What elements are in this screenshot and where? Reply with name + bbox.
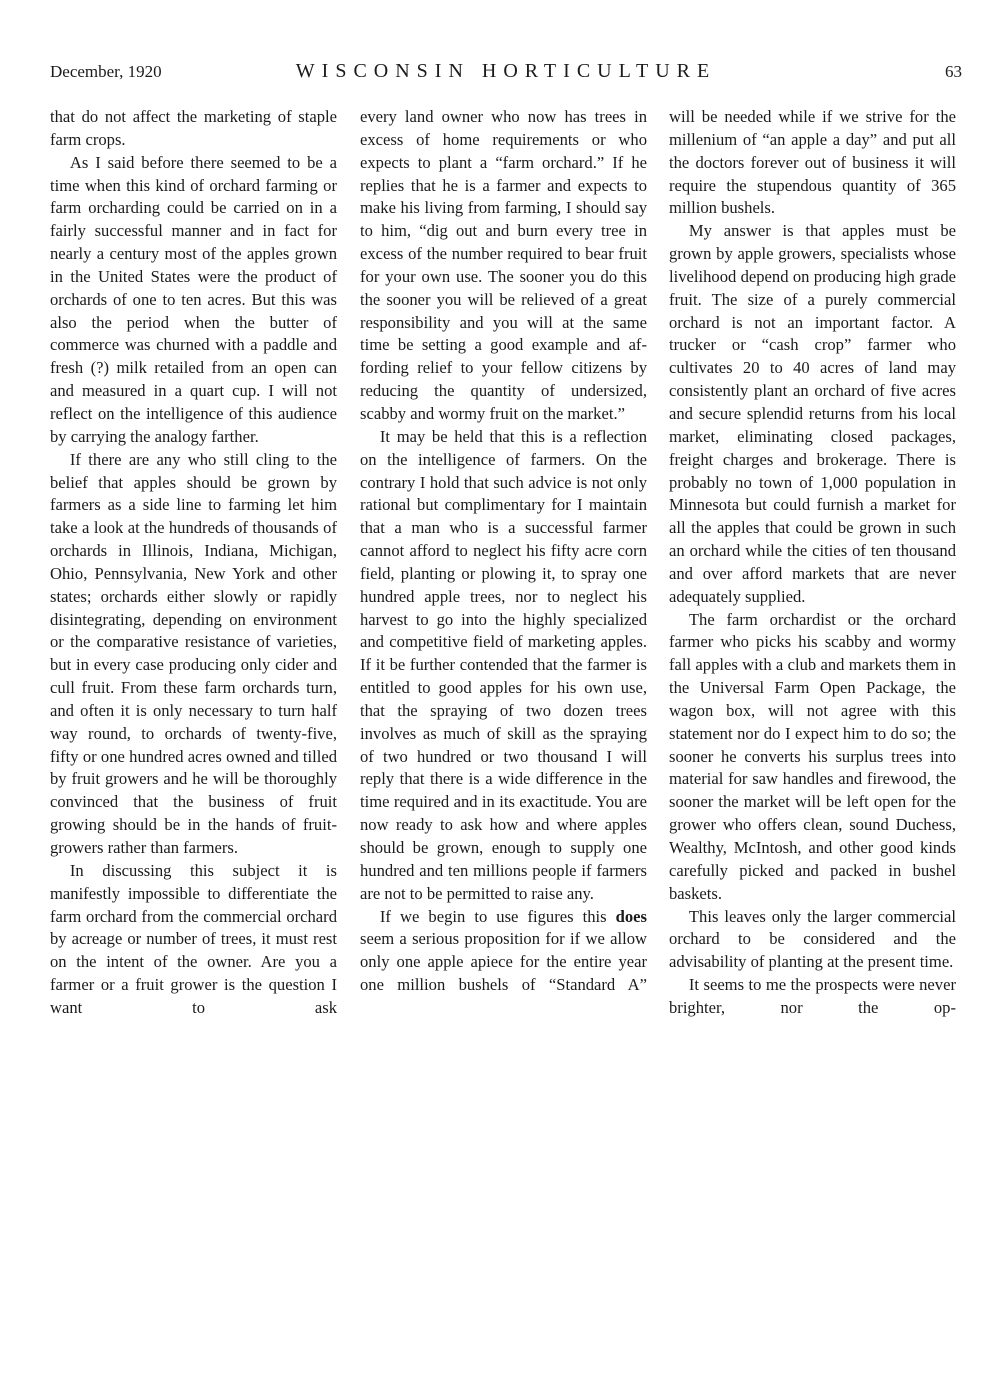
running-header bbox=[50, 62, 962, 88]
journal-title: WISCONSIN HORTICULTURE bbox=[295, 60, 717, 82]
emphasis-word: does bbox=[615, 906, 647, 926]
text-column-1 bbox=[50, 106, 337, 1266]
paragraph: that do not affect the marketing of staple farm crops. bbox=[50, 107, 337, 149]
article-body bbox=[50, 106, 956, 1266]
paragraph: In discussing this subject it is manifestly impossible to differentiate the farm orchard from the commercial orchard by acreage or number of trees, it must rest on the intent of the owner. Are you a farmer or a fruit grower is the question I want to ask bbox=[50, 860, 337, 1017]
paragraph: will be needed while if we strive for the millenium of “an apple a day” and put all the doctors forever out of business it will require the stupendous quantity of 365 million bushels. bbox=[669, 107, 956, 218]
paragraph: It seems to me the prospects were never brighter, nor the op- bbox=[669, 975, 956, 1017]
page-number: 63 bbox=[945, 62, 962, 81]
paragraph-lead: If we begin to use figures this bbox=[379, 906, 616, 926]
paragraph bbox=[360, 906, 647, 997]
issue-date: December, 1920 bbox=[50, 62, 162, 81]
paragraph: If there are any who still cling to the belief that apples should be grown by farmers as a side line to farming let him take a look at the hundreds of thousands of orchards in Illinois, Indiana, Michigan, Ohio, Pennsylvania, New York and other states; orchards either slowly or rapidly disintegrating, depending on environment or the comparative resistance of varieties, but in every case producing only cider and cull fruit. From these farm orchards turn, and often it is only necessary to turn half way round, to orchards of twenty-five, fifty or one hundred acres owned and tilled by fruit growers and he will be thoroughly convinced that the business of fruit growing should be in the hands of fruitgrowers rather than farmers. bbox=[50, 449, 337, 857]
paragraph-rest: seem a serious proposition for if we allow only one apple apiece for the entire year one million bushels of “Standard A” bbox=[360, 929, 647, 995]
paragraph: My answer is that apples must be grown by apple growers, specialists whose livelihood depend on producing high grade fruit. The size of a purely commercial orchard is not an important factor. A trucker or “cash crop” farmer who cultivates 20 to 40 acres of land may consistently plant an orchard of five acres and secure splendid returns from his local market, eliminating closed packages, freight charges and brokerage. There is probably no town of 1,000 population in Minnesota but could furnish a market for all the apples that could be grown in such an orchard while the cities of ten thousand and over afford markets that are never adequately supplied. bbox=[669, 221, 956, 606]
paragraph: As I said before there seemed to be a time when this kind of orchard farming or farm orcharding could be carried on in a fairly successful manner and in fact for nearly a century most of the apples grown in the United States were the product of orchards of one to ten acres. But this was also the period when the butter of commerce was churned with a paddle and fresh (?) milk retailed from an open can and measured in a quart cup. I will not reflect on the intelligence of this audience by carrying the analogy farther. bbox=[50, 152, 337, 446]
text-column-3 bbox=[669, 106, 956, 1266]
paragraph: The farm orchardist or the orchard farmer who picks his scabby and wormy fall apples with a club and markets them in the Universal Farm Open Package, the wagon box, will not agree with this statement nor do I expect him to do so; the sooner he converts his surplus trees into material for saw handles and firewood, the sooner the market will be left open for the grower who offers clean, sound Duchess, Wealthy, McIntosh, and other good kinds carefully picked and packed in bushel baskets. bbox=[669, 609, 956, 903]
paragraph: every land owner who now has trees in excess of home requirements or who expects to plant a “farm orchard.” If he replies that he is a farmer and expects to make his living from farming, I should say to him, “dig out and burn every tree in excess of the number required to bear fruit for your own use. The sooner you do this the sooner you will be relieved of a great responsibility and you will at the same time be setting a good example and affording relief to your fellow citizens by reducing the quantity of undersized, scabby and wormy fruit on the market.” bbox=[360, 107, 647, 423]
paragraph: This leaves only the larger commercial orchard to be considered and the advisability of planting at the present time. bbox=[669, 906, 956, 972]
paragraph: It may be held that this is a reflection on the intelligence of farmers. On the contrary I hold that such advice is not only rational but complimentary for I maintain that a man who is a successful farmer cannot afford to neglect his fifty acre corn field, planting or plowing it, to spray one hundred apple trees, nor to neglect his harvest to go into the highly specialized and competitive field of marketing apples. If it be further contended that the farmer is entitled to good apples for his own use, that the spraying of two dozen trees involves as much of skill as the spraying of two hundred or two thousand I will reply that there is a wide difference in the time required and in its exactitude. You are now ready to ask how and where apples should be grown, enough to supply one hundred and ten millions people if farmers are not to be permitted to raise any. bbox=[360, 426, 647, 903]
text-column-2 bbox=[360, 106, 647, 1266]
